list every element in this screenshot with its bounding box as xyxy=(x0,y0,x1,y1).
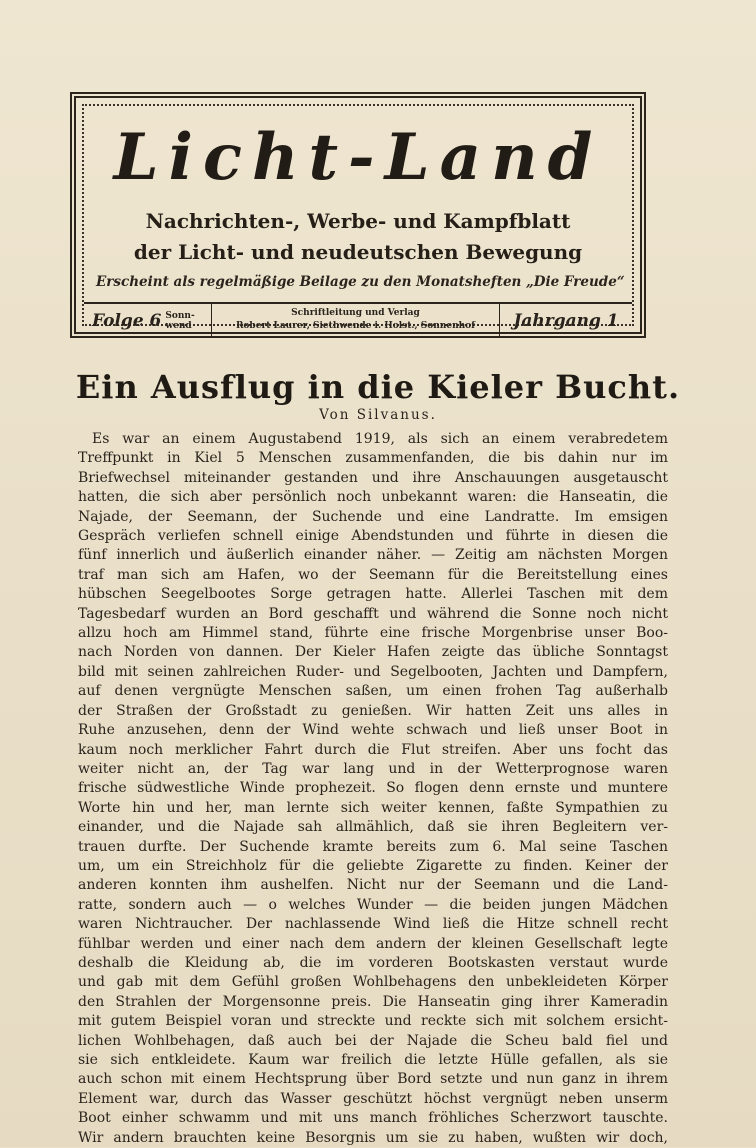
article-line: ratte, sondern auch — o welches Wunder — die beiden jungen Mädchen xyxy=(78,896,668,913)
article-line: nach Norden von dannen. Der Kieler Hafen zeigte das übliche Sonntagst xyxy=(78,644,668,661)
article-line: weiter nicht an, der Tag war lang und in der Wetterprognose waren xyxy=(78,760,668,777)
masthead-title: Licht-Land xyxy=(113,120,603,195)
article-line: hübschen Seegelbootes Sorge getragen hatte. Allerlei Taschen mit dem xyxy=(78,586,668,603)
masthead-border xyxy=(82,104,634,331)
article-line: mit gutem Beispiel voran und streckte und reckte sich mit solchem ersicht- xyxy=(78,1013,668,1030)
article-line: Tagesbedarf wurden an Bord geschafft und während die Sonne noch nicht xyxy=(78,605,668,622)
article-line: lichen Wohlbehagen, daß auch bei der Najade die Scheu bald fiel und xyxy=(78,1032,668,1049)
article-line: Treffpunkt in Kiel 5 Menschen zusammenfanden, die bis dahin nur im xyxy=(78,450,668,467)
issue-season-1: Sonn- xyxy=(165,311,195,321)
article-body xyxy=(78,430,668,1148)
article-line: der Straßen der Großstadt zu genießen. Wir hatten Zeit uns alles in xyxy=(78,702,668,719)
article-line: deshalb die Kleidung ab, die im vorderen Bootskasten verstaut wurde xyxy=(78,954,668,971)
issue-season xyxy=(165,311,194,331)
article-line: traf man sich am Hafen, wo der Seemann für die Bereitstellung eines xyxy=(78,566,668,583)
masthead-subtitle-2: der Licht- und neudeutschen Bewegung xyxy=(133,240,583,264)
article-line: und gab mit dem Gefühl großen Wohlbehagens den unbekleideten Körper xyxy=(78,974,668,991)
publisher-line-1: Schriftleitung und Verlag xyxy=(291,308,420,318)
article-author: Von Silvanus. xyxy=(319,407,437,423)
article-line: den Strahlen der Morgensonne preis. Die Hanseatin ging ihrer Kameradin xyxy=(78,993,668,1010)
masthead-appears-note: Erscheint als regelmäßige Beilage zu den Monatsheften „Die Freude“ xyxy=(96,274,625,290)
volume-label: Jahrgang 1 xyxy=(513,311,619,331)
article-line: bild mit seinen zahlreichen Ruder- und Segelbooten, Jachten und Dampfern, xyxy=(78,663,668,680)
article-line: fünf innerlich und äußerlich einander näher. — Zeitig am nächsten Morgen xyxy=(78,547,668,564)
article-line: um, um ein Streichholz für die geliebte Zigarette zu finden. Keiner der xyxy=(78,857,668,874)
masthead-subtitle-1: Nachrichten-, Werbe- und Kampfblatt xyxy=(145,209,571,233)
article-line: Najade, der Seemann, der Suchende und eine Landratte. Im emsigen xyxy=(78,508,668,525)
article-line: Es war an einem Augustabend 1919, als sich an einem verabredetem xyxy=(92,431,668,447)
issue-season-2: wend xyxy=(165,321,192,331)
article-line: auf denen vergnügte Menschen saßen, um einen frohen Tag außerhalb xyxy=(78,683,668,700)
article-line: auch schon mit einem Hechtsprung über Bord setzte und nun ganz in ihrem xyxy=(78,1071,668,1088)
article-line: fühlbar werden und einer nach dem andern der kleinen Gesellschaft legte xyxy=(78,935,668,952)
article-line: Wir andern brauchten keine Besorgnis um sie zu haben, wußten wir doch, xyxy=(78,1129,668,1146)
article-line: sie sich entkleidete. Kaum war freilich die letzte Hülle gefallen, als sie xyxy=(78,1052,668,1068)
article-line: Worte hin und her, man lernte sich weiter kennen, faßte Sympathien zu xyxy=(78,799,668,816)
publisher-line-2: Robert Laurer, Siethwende i. Holst., Sonnenhof xyxy=(235,321,476,331)
article-line: kaum noch merklicher Fahrt durch die Flut streifen. Aber uns focht das xyxy=(78,741,668,758)
article-line: anderen konnten ihm aushelfen. Nicht nur der Seemann und die Land- xyxy=(78,877,668,894)
article-line: hatten, die sich aber persönlich noch unbekannt waren: die Hanseatin, die xyxy=(78,489,668,506)
publisher-info xyxy=(212,304,500,338)
article-title: Ein Ausflug in die Kieler Bucht. xyxy=(75,368,681,406)
article-line: Element war, durch das Wasser geschützt höchst vergnügt neben unserm xyxy=(78,1090,668,1107)
article-line: einander, und die Najade sah allmählich, daß sie ihren Begleitern ver- xyxy=(78,819,668,836)
article-line: Ruhe anzusehen, denn der Wind wehte schwach und ließ unser Boot in xyxy=(78,722,668,739)
article-line: waren Nichtraucher. Der nachlassende Wind ließ die Hitze schnell recht xyxy=(78,916,668,933)
masthead-info-bar xyxy=(84,302,632,338)
article-line: Gespräch verliefen schnell einige Abendstunden und führte in diesen die xyxy=(78,528,668,545)
article-line: Boot einher schwamm und mit uns manch fröhliches Scherzwort tauschte. xyxy=(78,1110,668,1127)
article-line: Briefwechsel miteinander gestanden und ihre Anschauungen ausgetauscht xyxy=(78,469,668,486)
article-line: trauen durfte. Der Suchende kramte bereits zum 6. Mal seine Taschen xyxy=(78,838,668,855)
article-line: frische südwestliche Winde prophezeit. So flogen denn ernste und muntere xyxy=(78,780,668,797)
article-line: allzu hoch am Himmel stand, führte eine frische Morgenbrise unser Boo- xyxy=(78,625,668,642)
issue-number xyxy=(84,304,212,338)
masthead xyxy=(70,92,646,338)
issue-label: Folge 6 xyxy=(92,311,162,331)
